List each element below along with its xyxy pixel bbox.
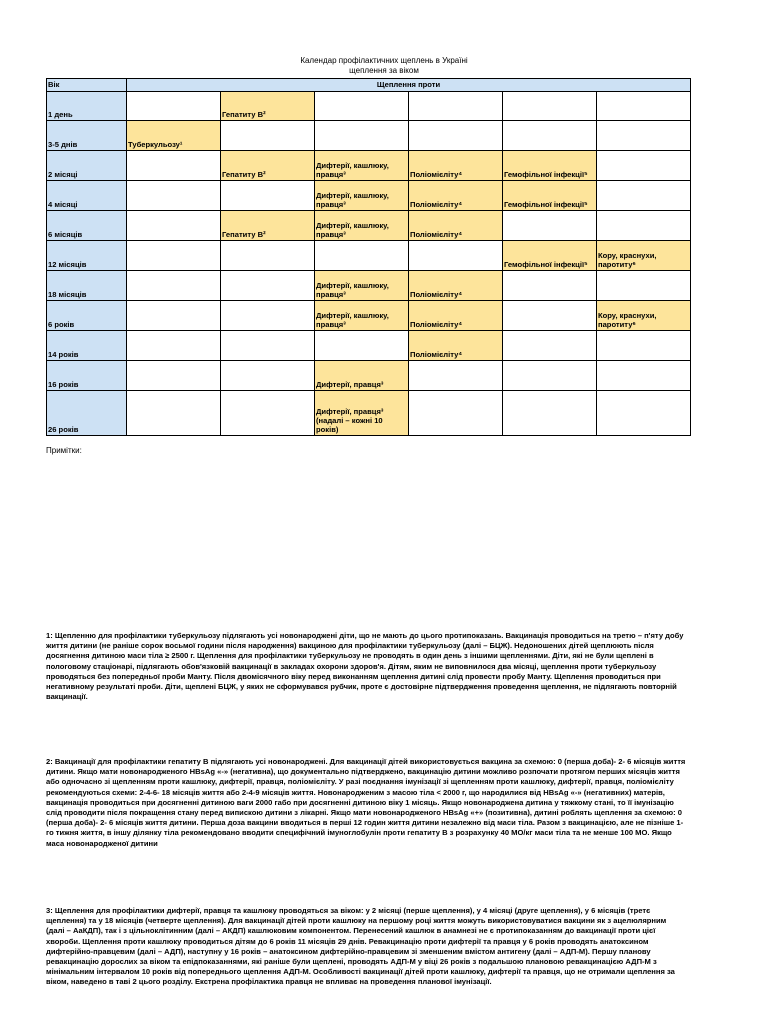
vaccine-cell: Поліомієліту⁴ — [409, 151, 503, 181]
table-row — [47, 121, 691, 151]
vaccine-cell: Поліомієліту⁴ — [409, 301, 503, 331]
vaccine-cell — [315, 92, 409, 121]
age-cell: 6 місяців — [47, 211, 127, 241]
vaccine-cell — [597, 271, 691, 301]
vaccine-cell — [221, 241, 315, 271]
footnote-1: 1: Щепленню для профілактики туберкульозу підлягають усі новонароджені діти, що не мають до цього протипоказань. Вакцинація проводиться на третю – п'яту добу життя дитини (не раніше сорок восьмої години після народження) вакциною для профілактики туберкульозу (далі – БЦЖ). Недоношених дітей щеплюють після досягнення дитиною маси тіла ≥ 2500 г. Щеплення для профілактики туберкульозу не проводять в один день з іншими щепленнями. Діти, які не були щеплені в пологовому стаціонарі, підлягають обов'язковій вакцинації в закладах охорони здоров'я. Дітям, яким не виповнилося два місяці, щеплення проти туберкульозу проводяться без попередньої проби Манту. Після двомісячного віку перед виконанням щеплення дитині слід провести пробу Манту. Щеплення проводиться при негативному результаті проби. Діти, щеплені БЦЖ, у яких не сформувався рубчик, проте є достовірне підтвердження проведення щеплення, не підлягають повторній вакцинації. — [46, 631, 684, 702]
age-cell: 26 років — [47, 391, 127, 436]
header-age: Вік — [47, 79, 127, 92]
vaccine-cell — [597, 331, 691, 361]
vaccine-cell — [503, 211, 597, 241]
vaccine-cell: Дифтерії, кашлюку, правця³ — [315, 181, 409, 211]
vaccine-cell — [127, 181, 221, 211]
vaccine-cell: Дифтерії, кашлюку, правця³ — [315, 301, 409, 331]
vaccine-cell — [221, 121, 315, 151]
vaccine-cell — [127, 301, 221, 331]
vaccine-cell — [503, 361, 597, 391]
table-row — [47, 151, 691, 181]
age-cell: 6 років — [47, 301, 127, 331]
vaccine-cell — [409, 391, 503, 436]
vaccine-cell: Дифтерії, кашлюку, правця³ — [315, 151, 409, 181]
age-cell: 14 років — [47, 331, 127, 361]
vaccine-cell — [127, 391, 221, 436]
vaccine-cell — [503, 391, 597, 436]
vaccine-cell — [503, 121, 597, 151]
vaccine-cell — [409, 92, 503, 121]
vaccine-cell: Поліомієліту⁴ — [409, 181, 503, 211]
vaccine-cell: Кору, краснухи, паротиту⁶ — [597, 301, 691, 331]
age-cell: 2 місяці — [47, 151, 127, 181]
vaccine-cell — [221, 361, 315, 391]
vaccine-cell — [597, 151, 691, 181]
table-row — [47, 391, 691, 436]
vaccine-cell — [221, 181, 315, 211]
vaccine-cell: Дифтерії, правця³ (надалі – кожні 10 років) — [315, 391, 409, 436]
vaccine-cell: Гемофільної інфекції⁵ — [503, 241, 597, 271]
vaccine-cell — [503, 331, 597, 361]
vaccine-cell: Дифтерії, кашлюку, правця³ — [315, 211, 409, 241]
vaccine-cell — [221, 271, 315, 301]
vaccine-cell — [127, 92, 221, 121]
vaccine-cell — [597, 211, 691, 241]
vaccine-cell: Дифтерії, кашлюку, правця³ — [315, 271, 409, 301]
vaccine-cell — [315, 331, 409, 361]
vaccine-cell — [315, 121, 409, 151]
vaccine-cell — [597, 361, 691, 391]
age-cell: 18 місяців — [47, 271, 127, 301]
vaccine-cell — [597, 92, 691, 121]
vaccine-cell — [597, 181, 691, 211]
vaccine-cell: Кору, краснухи, паротиту⁶ — [597, 241, 691, 271]
vaccine-cell — [597, 391, 691, 436]
page-subtitle: щеплення за віком — [349, 66, 419, 75]
vaccine-cell: Гемофільної інфекції⁵ — [503, 151, 597, 181]
age-cell: 4 місяці — [47, 181, 127, 211]
vaccine-cell: Поліомієліту⁴ — [409, 271, 503, 301]
age-cell: 1 день — [47, 92, 127, 121]
vaccine-cell: Туберкульозу¹ — [127, 121, 221, 151]
vaccine-cell: Гепатиту В² — [221, 151, 315, 181]
vaccine-cell — [221, 301, 315, 331]
footnote-2: 2: Вакцинації для профілактики гепатиту В підлягають усі новонароджені. Для вакцинації дітей використовується вакцина за схемою: 0 (перша доба)- 2- 6 місяців життя дитини. Якщо мати новонародженого HBsAg «-» (негативна), що документально підтверджено, вакцинацію дитини можливо розпочати протягом перших місяців життя або одночасно зі щепленням проти кашлюку, дифтерії, правця, поліомієліту. У разі поєднання імунізації зі щепленням проти кашлюку, дифтерії, правця, поліомієліту рекомендуються схеми: 2-4-6- 18 місяців життя або 2-4-9 місяців життя. Новонародженим з масою тіла < 2000 г, що народилися від HBsAg «-» (негативних) матерів, вакцинація проводиться при досягненні дитиною ваги 2000 габо при досягненні дитиною віку 1 місяць. Якщо новонароджена дитина у тяжкому стані, то її імунізацію слід проводити після покращення стану перед випискою дитини з лікарні. Якщо мати новонародженого HBsAg «+» (позитивна), дитині роблять щеплення за схемою: 0 (перша доба)- 2- 6 місяців життя дитини. Перша доза вакцини вводиться в перші 12 годин життя дитини незалежно від маси тіла. Разом з вакцинацією, але не пізніше 1-го тижня життя, в іншу ділянку тіла рекомендовано вводити специфічний імуноглобулін проти гепатиту В з розрахунку 40 МО/кг маси тіла та не менше 100 МО. Якщо маса новонародженої дитини — [46, 757, 686, 848]
vaccine-cell: Поліомієліту⁴ — [409, 331, 503, 361]
header-vaccinations: Щеплення проти — [127, 79, 691, 92]
age-cell: 3-5 днів — [47, 121, 127, 151]
table-row — [47, 331, 691, 361]
table-row — [47, 361, 691, 391]
vaccine-cell — [127, 151, 221, 181]
page-title: Календар профілактичних щеплень в Україні — [300, 56, 468, 65]
notes-label: Примітки: — [46, 446, 82, 455]
vaccine-cell — [409, 361, 503, 391]
vaccine-cell — [503, 271, 597, 301]
vaccine-cell — [127, 331, 221, 361]
vaccine-cell — [597, 121, 691, 151]
vaccination-table — [46, 78, 691, 436]
vaccine-cell — [127, 241, 221, 271]
table-row — [47, 301, 691, 331]
vaccine-cell: Гемофільної інфекції⁵ — [503, 181, 597, 211]
table-row — [47, 241, 691, 271]
vaccine-cell — [127, 361, 221, 391]
vaccine-cell: Дифтерії, правця³ — [315, 361, 409, 391]
vaccine-cell — [503, 301, 597, 331]
vaccine-cell — [315, 241, 409, 271]
age-cell: 16 років — [47, 361, 127, 391]
vaccine-cell — [221, 331, 315, 361]
vaccine-cell — [127, 211, 221, 241]
vaccine-cell: Поліомієліту⁴ — [409, 211, 503, 241]
table-row — [47, 271, 691, 301]
vaccine-cell: Гепатиту В² — [221, 211, 315, 241]
vaccine-cell: Гепатиту В² — [221, 92, 315, 121]
vaccine-cell — [221, 391, 315, 436]
table-row — [47, 181, 691, 211]
vaccine-cell — [503, 92, 597, 121]
age-cell: 12 місяців — [47, 241, 127, 271]
vaccine-cell — [409, 121, 503, 151]
table-row — [47, 211, 691, 241]
footnote-3: 3: Щеплення для профілактики дифтерії, правця та кашлюку проводяться за віком: у 2 місяці (перше щеплення), у 4 місяці (друге щеплення), у 6 місяців (третє щеплення) та у 18 місяців (четверте щеплення). Для вакцинації дітей проти кашлюку на першому році життя можуть використовуватися вакцини як з ацелюлярним (далі – АаКДП), так і з цільноклітинним (далі – АКДП) кашлюковим компонентом. Перенесений кашлюк в анамнезі не є протипоказанням до вакцинації проти цієї хвороби. Щеплення проти кашлюку проводиться дітям до 6 років 11 місяців 29 днів. Ревакцинацію проти дифтерії та правця у 6 років проводять анатоксином дифтерійно-правцевим (далі – АДП), наступну у 16 років – анатоксином дифтерійно-правцевим зі зменшеним вмістом антигену (далі – АДП-М). Першу планову ревакцинацію дорослих за віком та епідпоказаннями, які раніше були щеплені, проводять АДП-М у віці 26 років з подальшою плановою ревакцинацією АДП-М з мінімальним інтервалом 10 років від попереднього щеплення АДП-М. Особливості вакцинації дітей проти кашлюку, дифтерії та правця, що не отримали щеплення за віком, наведено в таві 2 цього розділу. Екстрена профілактика правця не впливає на проведення планової імунізації. — [46, 906, 675, 987]
table-row — [47, 92, 691, 121]
vaccine-cell — [127, 271, 221, 301]
vaccine-cell — [409, 241, 503, 271]
